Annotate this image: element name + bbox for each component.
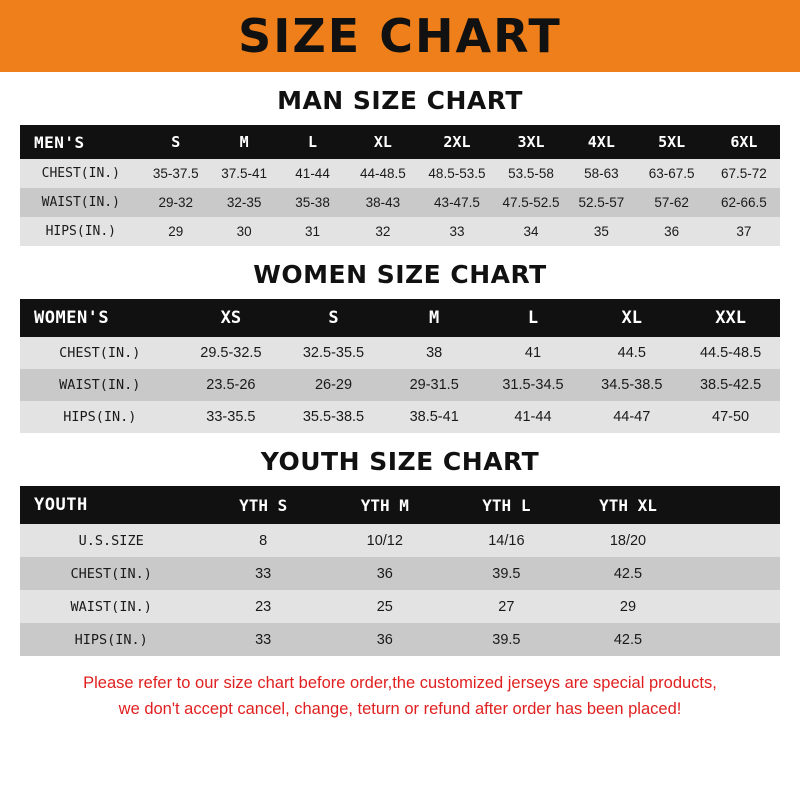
women-header-label: WOMEN'S: [34, 308, 110, 328]
header-band: [0, 0, 800, 72]
cell: 32: [375, 224, 391, 239]
cell: 36: [376, 565, 393, 582]
men-header-cell: 4XL: [587, 133, 615, 151]
cell: 32.5-35.5: [302, 345, 365, 361]
table-row: [20, 557, 780, 590]
cell: 35: [593, 224, 609, 239]
men-header-cell: S: [171, 133, 181, 151]
row-label: WAIST(IN.): [70, 598, 152, 615]
notice-line-2: we don't accept cancel, change, teturn or refund after order has been placed!: [118, 700, 682, 718]
row-label: HIPS(IN.): [45, 224, 117, 239]
cell: 67.5-72: [720, 166, 767, 181]
cell: 63-67.5: [648, 166, 695, 181]
cell: 37.5-41: [221, 166, 268, 181]
men-header-cell: 3XL: [517, 133, 545, 151]
women-header-cell: XXL: [715, 308, 746, 328]
cell: 42.5: [613, 565, 643, 582]
cell: 58-63: [584, 166, 619, 181]
men-header-cell: 6XL: [730, 133, 758, 151]
cell: 39.5: [492, 565, 521, 582]
cell: 23.5-26: [206, 377, 256, 393]
notice-text: [20, 670, 780, 722]
cell: 41-44: [295, 166, 330, 181]
men-header-cell: L: [308, 133, 318, 151]
cell: 47-50: [712, 409, 750, 425]
cell: 31.5-34.5: [502, 377, 564, 393]
row-label: HIPS(IN.): [63, 409, 137, 425]
table-row: [20, 623, 780, 656]
cell: 36: [376, 631, 393, 648]
section-women: [20, 260, 780, 433]
cell: 27: [498, 598, 515, 615]
cell-spacer: [689, 590, 780, 623]
men-header-label: MEN'S: [34, 132, 85, 152]
row-label: CHEST(IN.): [70, 565, 152, 582]
cell: 38: [426, 345, 443, 361]
youth-header-cell: YTH M: [360, 495, 409, 515]
cell: 33: [255, 565, 272, 582]
section-title-women: WOMEN SIZE CHART: [253, 260, 547, 289]
cell: 36: [664, 224, 680, 239]
cell: 33: [449, 224, 465, 239]
cell-spacer: [689, 524, 780, 557]
table-row: [20, 590, 780, 623]
cell: 48.5-53.5: [428, 166, 486, 181]
row-label: WAIST(IN.): [41, 195, 120, 210]
cell: 18/20: [609, 532, 647, 549]
table-row: [20, 401, 780, 433]
table-row: [20, 217, 780, 246]
table-row: [20, 188, 780, 217]
cell: 10/12: [366, 532, 403, 549]
women-table-header-row: [20, 299, 780, 337]
cell: 14/16: [488, 532, 525, 549]
men-header-cell: 5XL: [658, 133, 686, 151]
cell: 29.5-32.5: [200, 345, 262, 361]
cell: 25: [376, 598, 393, 615]
cell: 29-31.5: [409, 377, 459, 393]
men-header-cell: XL: [373, 133, 392, 151]
cell: 38.5-41: [409, 409, 459, 425]
men-size-table: [20, 125, 780, 246]
page-title: SIZE CHART: [238, 9, 562, 63]
youth-header-cell: YTH S: [239, 495, 288, 515]
cell: 47.5-52.5: [502, 195, 560, 210]
women-size-table: [20, 299, 780, 433]
section-title-men: MAN SIZE CHART: [277, 86, 523, 115]
section-youth: [20, 447, 780, 656]
youth-size-table: [20, 486, 780, 656]
women-header-cell: M: [429, 308, 440, 328]
cell: 57-62: [654, 195, 689, 210]
section-title-youth: YOUTH SIZE CHART: [260, 447, 540, 476]
row-label: CHEST(IN.): [59, 345, 141, 361]
cell: 38.5-42.5: [699, 377, 762, 393]
cell: 35-37.5: [152, 166, 199, 181]
cell: 44.5-48.5: [699, 345, 762, 361]
cell: 52.5-57: [578, 195, 625, 210]
cell: 33-35.5: [206, 409, 256, 425]
cell: 30: [236, 224, 252, 239]
youth-table-header-row: [20, 486, 780, 524]
cell: 33: [255, 631, 272, 648]
cell: 26-29: [314, 377, 353, 393]
cell: 43-47.5: [434, 195, 480, 210]
women-header-cell: L: [527, 308, 539, 328]
youth-header-cell: YTH L: [482, 495, 531, 515]
cell: 38-43: [365, 195, 401, 210]
women-header-cell: XS: [220, 308, 242, 328]
table-row: [20, 159, 780, 188]
notice-line-1: Please refer to our size chart before order,the customized jerseys are special products,: [83, 674, 717, 692]
cell: 37: [736, 224, 752, 239]
cell: 41: [524, 345, 542, 361]
cell: 44.5: [617, 345, 646, 361]
women-header-cell: S: [328, 308, 339, 328]
cell: 42.5: [613, 631, 643, 648]
cell: 31: [305, 224, 321, 239]
cell: 23: [255, 598, 272, 615]
cell: 29-32: [158, 195, 194, 210]
row-label: WAIST(IN.): [59, 377, 141, 393]
men-header-cell: 2XL: [443, 133, 471, 151]
row-label: CHEST(IN.): [41, 166, 120, 181]
cell: 44-47: [613, 409, 651, 425]
row-label: U.S.SIZE: [78, 532, 144, 549]
content-area: [0, 86, 800, 722]
cell: 32-35: [226, 195, 262, 210]
cell: 44-48.5: [359, 166, 406, 181]
youth-header-label: YOUTH: [34, 495, 88, 515]
cell: 35-38: [295, 195, 330, 210]
cell: 53.5-58: [508, 166, 554, 181]
cell: 34.5-38.5: [601, 377, 663, 393]
table-row: [20, 337, 780, 369]
cell: 35.5-38.5: [302, 409, 365, 425]
men-header-cell: M: [239, 133, 249, 151]
cell: 34: [523, 224, 539, 239]
cell: 29: [619, 598, 637, 615]
women-header-cell: XL: [621, 308, 643, 328]
cell: 29: [168, 224, 184, 239]
men-table-header-row: [20, 125, 780, 159]
cell: 41-44: [514, 409, 552, 425]
cell: 8: [259, 532, 268, 549]
cell-spacer: [689, 623, 780, 656]
cell: 39.5: [492, 631, 521, 648]
youth-header-spacer: [689, 486, 780, 524]
cell-spacer: [689, 557, 780, 590]
table-row: [20, 524, 780, 557]
section-men: [20, 86, 780, 246]
cell: 62-66.5: [720, 195, 767, 210]
row-label: HIPS(IN.): [74, 631, 148, 648]
table-row: [20, 369, 780, 401]
youth-header-cell: YTH XL: [599, 495, 657, 515]
